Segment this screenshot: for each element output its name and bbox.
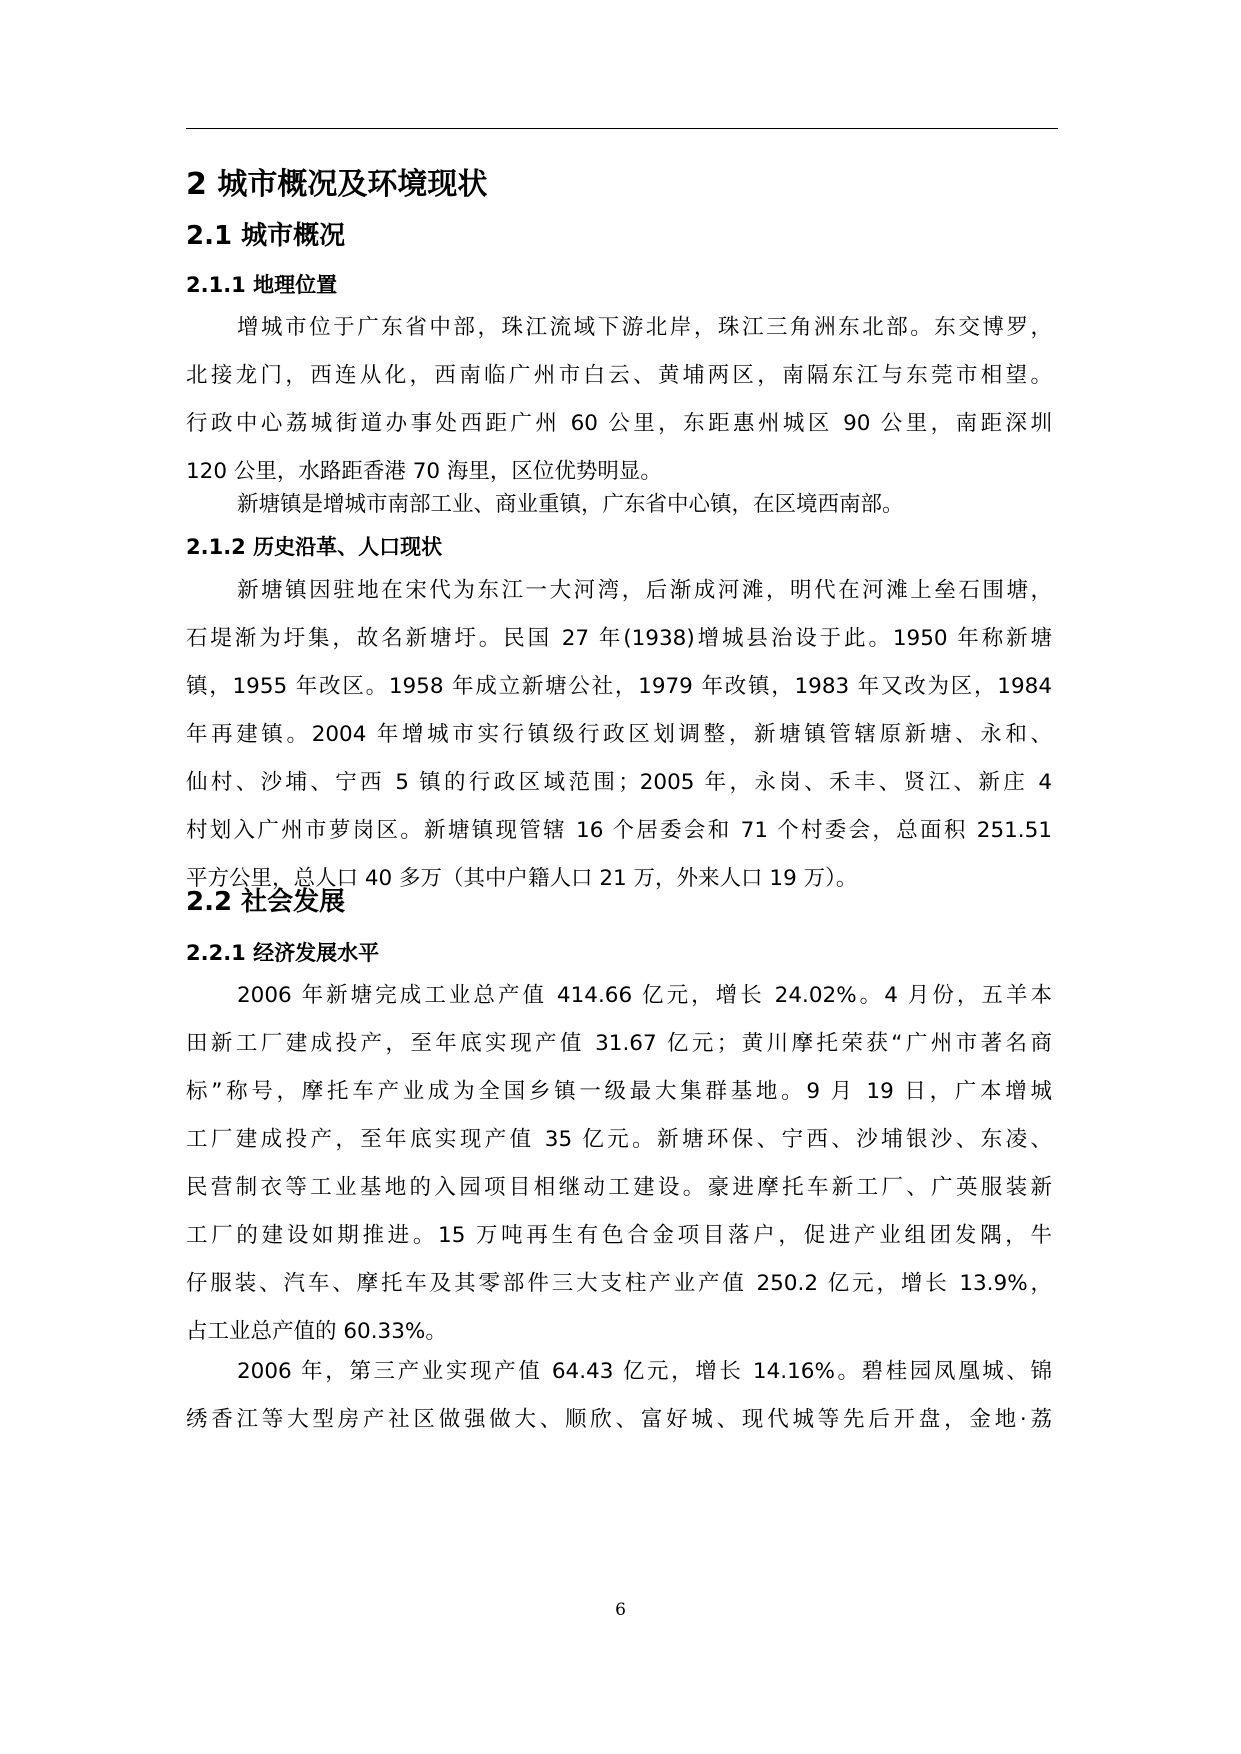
paragraph-economy [186,972,1052,1356]
text-line: 仔服装、汽车、摩托车及其零部件三大支柱产业产值 250.2 亿元，增长 13.9%， [186,1271,1052,1296]
section-heading-2-2: 2.2 社会发展 [186,887,346,917]
paragraph-history [186,567,1052,903]
text-line: 增城市位于广东省中部，珠江流域下游北岸，珠江三角洲东北部。东交博罗， [237,315,1052,340]
text-line: 年再建镇。2004 年增城市实行镇级行政区划调整，新塘镇管辖原新塘、永和、 [186,722,1052,747]
text-line: 石堤渐为圩集，故名新塘圩。民国 27 年(1938)增城县治设于此。1950 年称新塘 [186,626,1052,651]
section-heading-2-1: 2.1 城市概况 [186,221,346,251]
text-line: 仙村、沙埔、宁西 5 镇的行政区域范围；2005 年，永岗、禾丰、贤江、新庄 4 [186,770,1052,795]
text-line: 平方公里，总人口 40 多万（其中户籍人口 21 万，外来人口 19 万）。 [186,866,858,891]
text-line: 新塘镇是增城市南部工业、商业重镇，广东省中心镇，在区境西南部。 [237,492,904,517]
text-line: 田新工厂建成投产，至年底实现产值 31.67 亿元；黄川摩托荣获“广州市著名商 [186,1031,1052,1056]
text-line: 绣香江等大型房产社区做强做大、顺欣、富好城、现代城等先后开盘，金地·荔 [186,1407,1052,1432]
text-line: 镇，1955 年改区。1958 年成立新塘公社，1979 年改镇，1983 年又改为区，1984 [186,674,1052,699]
text-line: 2006 年新塘完成工业总产值 414.66 亿元，增长 24.02%。4 月份，五羊本 [237,983,1052,1008]
paragraph-xintang [186,481,1052,529]
text-line: 120 公里，水路距香港 70 海里，区位优势明显。 [186,459,662,484]
text-line: 标”称号，摩托车产业成为全国乡镇一级最大集群基地。9 月 19 日，广本增城 [186,1079,1052,1104]
chapter-heading: 2 城市概况及环境现状 [186,167,488,202]
text-line: 北接龙门，西连从化，西南临广州市白云、黄埔两区，南隔东江与东莞市相望。 [186,363,1052,388]
paragraph-tertiary [186,1348,1052,1444]
text-line: 工厂建成投产，至年底实现产值 35 亿元。新塘环保、宁西、沙埔银沙、东凌、 [186,1127,1052,1152]
text-line: 行政中心荔城街道办事处西距广州 60 公里，东距惠州城区 90 公里，南距深圳 [186,411,1052,436]
paragraph-location [186,304,1052,496]
text-line: 新塘镇因驻地在宋代为东江一大河湾，后渐成河滩，明代在河滩上垒石围塘， [237,578,1052,603]
text-line: 村划入广州市萝岗区。新塘镇现管辖 16 个居委会和 71 个村委会，总面积 251.51 [186,818,1052,843]
text-line: 2006 年，第三产业实现产值 64.43 亿元，增长 14.16%。碧桂园凤凰城、锦 [237,1359,1052,1384]
text-line: 占工业总产值的 60.33%。 [186,1319,447,1344]
text-line: 工厂的建设如期推进。15 万吨再生有色合金项目落户，促进产业组团发隅，牛 [186,1223,1052,1248]
subsection-heading-2-1-2: 2.1.2 历史沿革、人口现状 [186,535,443,559]
subsection-heading-2-1-1: 2.1.1 地理位置 [186,273,338,297]
subsection-heading-2-2-1: 2.2.1 经济发展水平 [186,941,380,965]
text-line: 民营制衣等工业基地的入园项目相继动工建设。豪进摩托车新工厂、广英服装新 [186,1175,1052,1200]
header-rule [186,128,1058,129]
page-number: 6 [615,1600,626,1620]
